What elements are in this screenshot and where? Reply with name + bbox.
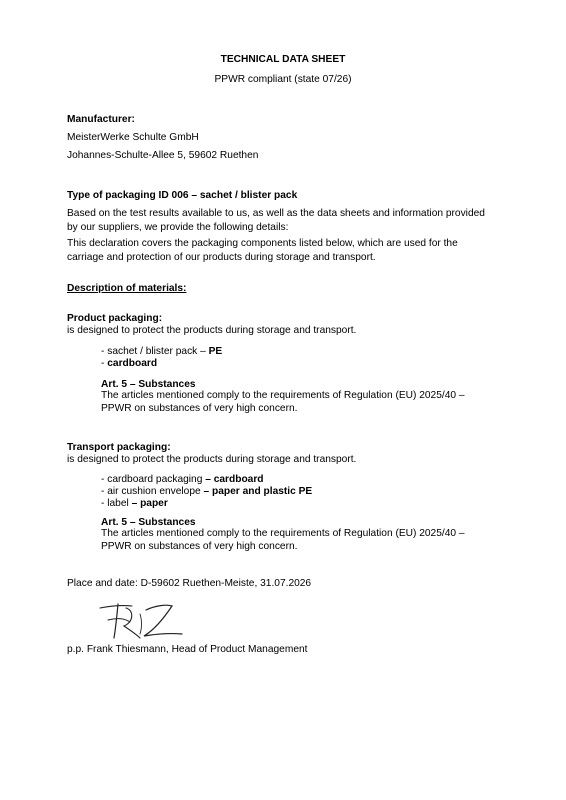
transport-art5-heading: Art. 5 – Substances [101, 517, 196, 528]
item-label: - air cushion envelope [101, 486, 204, 497]
item-material: – cardboard [205, 474, 264, 485]
place-and-date: Place and date: D-59602 Ruethen-Meiste, 31.07.2026 [67, 578, 312, 589]
item-label: - label [101, 498, 132, 509]
transport-art5-text: The articles mentioned comply to the requirements of Regulation (EU) 2025/40 – PPWR on substances of very high concern. [101, 528, 465, 552]
item-material: PE [208, 346, 223, 357]
item-label: - cardboard packaging [101, 474, 206, 485]
manufacturer-address: Johannes-Schulte-Allee 5, 59602 Ruethen [67, 150, 259, 161]
transport-packaging-heading: Transport packaging: [67, 442, 171, 453]
product-art5-heading: Art. 5 – Substances [101, 379, 196, 390]
signatory-line: p.p. Frank Thiesmann, Head of Product Management [67, 644, 308, 655]
product-packaging-heading: Product packaging: [67, 313, 163, 324]
manufacturer-heading: Manufacturer: [67, 114, 135, 125]
product-packaging-item [101, 357, 157, 370]
packaging-type-paragraph-2: This declaration covers the packaging components listed below, which are used for the carriage and protection of our products during storage and transport. [67, 238, 458, 263]
document-subtitle: PPWR compliant (state 07/26) [214, 74, 352, 85]
item-label: - [101, 358, 108, 369]
transport-packaging-item [101, 497, 168, 510]
item-material: – paper [131, 498, 168, 509]
item-label: - sachet / blister pack – [101, 346, 209, 357]
transport-packaging-intro: is designed to protect the products during storage and transport. [67, 454, 357, 465]
document-title: TECHNICAL DATA SHEET [220, 54, 346, 65]
manufacturer-name: MeisterWerke Schulte GmbH [67, 132, 199, 143]
packaging-type-heading: Type of packaging ID 006 – sachet / blister pack [67, 190, 298, 201]
item-material: – paper and plastic PE [203, 486, 313, 497]
packaging-type-paragraph-1: Based on the test results available to us, as well as the data sheets and information provided by our suppliers, we provide the following details: [67, 208, 485, 233]
materials-heading: Description of materials: [67, 283, 187, 294]
handwritten-signature [96, 600, 188, 644]
product-art5-text: The articles mentioned comply to the requirements of Regulation (EU) 2025/40 – PPWR on substances of very high concern. [101, 390, 465, 414]
item-material: cardboard [107, 358, 158, 369]
product-packaging-intro: is designed to protect the products during storage and transport. [67, 325, 357, 336]
